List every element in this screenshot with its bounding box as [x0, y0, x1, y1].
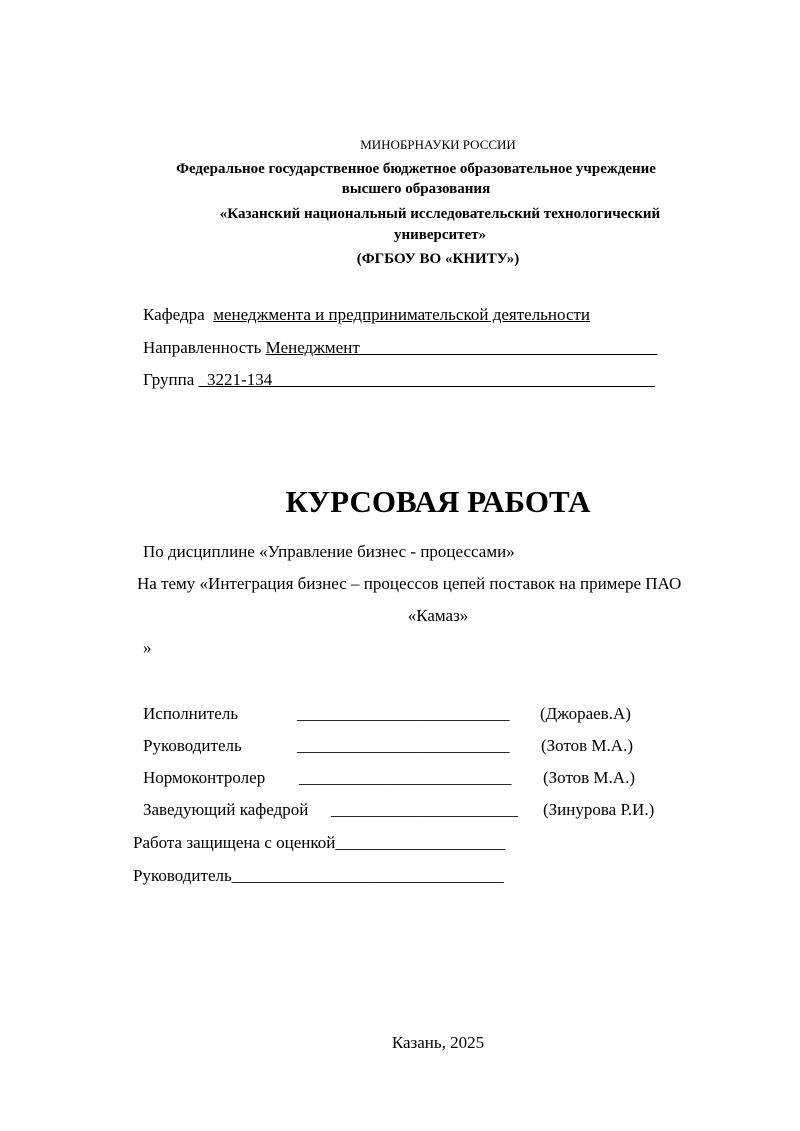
signature-line-executor: _________________________ [297, 704, 510, 723]
city-year: Казань, 2025 [391, 1033, 485, 1052]
department-label: Кафедра [143, 305, 205, 324]
signature-line-normcontrol: _________________________ [299, 768, 512, 787]
signature-label-supervisor: Руководитель [143, 736, 242, 755]
signature-label-normcontrol: Нормоконтролер [143, 768, 266, 787]
signature-line-head: ______________________ [331, 800, 518, 819]
department-value: менеджмента и предпринимательской деятельности [213, 305, 591, 324]
topic-close-quote: » [143, 638, 152, 657]
org-name-line-3: «Казанский национальный исследовательский технологический [219, 206, 661, 222]
direction-value: Менеджмент___________________________________ [265, 338, 658, 357]
signature-name-normcontrol: (Зотов М.А.) [543, 768, 635, 787]
grade-line: Работа защищена с оценкой____________________ [133, 833, 506, 852]
group-value: _3221-134_____________________________________________ [198, 370, 655, 389]
discipline-line: По дисциплине «Управление бизнес - процессами» [143, 542, 515, 561]
signature-line-supervisor: _________________________ [297, 736, 510, 755]
signature-label-head: Заведующий кафедрой [143, 800, 309, 819]
supervisor-line: Руководитель________________________________ [133, 866, 504, 885]
signature-label-executor: Исполнитель [143, 704, 239, 723]
org-short-name: (ФГБОУ ВО «КНИТУ») [356, 251, 520, 267]
department-field [143, 305, 590, 325]
org-name-line-2: высшего образования [341, 181, 491, 197]
topic-line-2: «Камаз» [407, 606, 469, 625]
org-name-line-1: Федеральное государственное бюджетное образовательное учреждение [176, 161, 656, 177]
signature-name-executor: (Джораев.А) [540, 704, 631, 723]
signature-name-head: (Зинурова Р.И.) [543, 800, 655, 819]
topic-line-1: На тему «Интеграция бизнес – процессов цепей поставок на примере ПАО [137, 574, 682, 593]
direction-label: Направленность [143, 338, 262, 357]
org-name-line-4: университет» [393, 227, 487, 243]
signature-name-supervisor: (Зотов М.А.) [541, 736, 633, 755]
group-label: Группа [143, 370, 195, 389]
document-title: КУРСОВАЯ РАБОТА [285, 484, 591, 519]
ministry-name: МИНОБРНАУКИ РОССИИ [360, 137, 516, 152]
group-field [143, 370, 655, 390]
direction-field [143, 338, 657, 358]
